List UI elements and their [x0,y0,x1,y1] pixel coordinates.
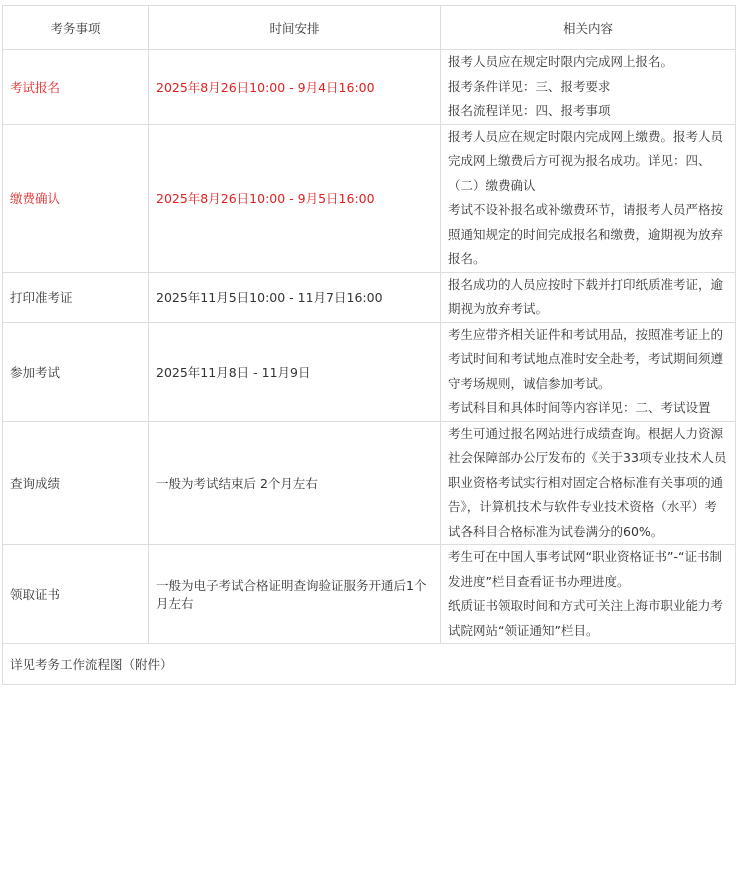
content-line: 纸质证书领取时间和方式可关注上海市职业能力考试院网站“领证通知”栏目。 [448,598,724,638]
row-content [441,322,736,421]
table-row [3,272,736,322]
row-item: 打印准考证 [3,272,149,322]
content-line: 考试不设补报名或补缴费环节，请报考人员严格按照通知规定的时间完成报名和缴费，逾期视为放弃报名。 [448,202,724,266]
row-item: 查询成绩 [3,421,149,545]
row-time: 2025年11月8日 - 11月9日 [149,322,441,421]
table-footer-note: 详见考务工作流程图（附件） [3,644,736,685]
row-item: 缴费确认 [3,124,149,272]
table-header-row [3,6,736,50]
content-line: 报名成功的人员应按时下载并打印纸质准考证，逾期视为放弃考试。 [448,276,724,316]
row-item: 领取证书 [3,545,149,644]
header-time: 时间安排 [149,6,441,50]
table-footer-row [3,644,736,685]
table-row [3,50,736,125]
content-line: 考试科目和具体时间等内容详见：二、考试设置 [448,400,711,415]
row-time: 2025年8月26日10:00 - 9月5日16:00 [149,124,441,272]
content-line: 考生可在中国人事考试网“职业资格证书”-“证书制发进度”栏目查看证书办理进度。 [448,549,722,589]
content-line: 报考人员应在规定时限内完成网上报名。 [448,54,674,69]
content-line: 报考条件详见：三、报考要求 [448,78,611,94]
exam-schedule-table [2,5,736,685]
table-row [3,322,736,421]
content-line: 考生应带齐相关证件和考试用品，按照准考证上的考试时间和考试地点准时安全赴考，考试期间须遵守考场规则，诚信参加考试。 [448,326,724,391]
header-content: 相关内容 [441,6,736,50]
row-item: 参加考试 [3,322,149,421]
table-row [3,545,736,644]
row-content [441,421,736,545]
content-line: 报名流程详见：四、报考事项 [448,103,611,118]
row-item: 考试报名 [3,50,149,125]
row-content [441,545,736,644]
row-time: 一般为考试结束后 2个月左右 [149,421,441,545]
row-content [441,50,736,125]
row-time: 2025年8月26日10:00 - 9月4日16:00 [149,50,441,125]
content-line: 报考人员应在规定时限内完成网上缴费。报考人员完成网上缴费后方可视为报名成功。详见：四、（二）缴费确认 [448,128,724,193]
content-line: 考生可通过报名网站进行成绩查询。根据人力资源社会保障部办公厅发布的《关于33项专业技术人员职业资格考试实行相对固定合格标准有关事项的通告》，计算机技术与软件专业技术资格（水平）考试各科目合格标准为试卷满分的60%。 [448,425,727,539]
table-row [3,124,736,272]
row-time: 2025年11月5日10:00 - 11月7日16:00 [149,272,441,322]
row-content [441,124,736,272]
table-row [3,421,736,545]
row-time: 一般为电子考试合格证明查询验证服务开通后1个月左右 [149,545,441,644]
header-item: 考务事项 [3,6,149,50]
row-content [441,272,736,322]
